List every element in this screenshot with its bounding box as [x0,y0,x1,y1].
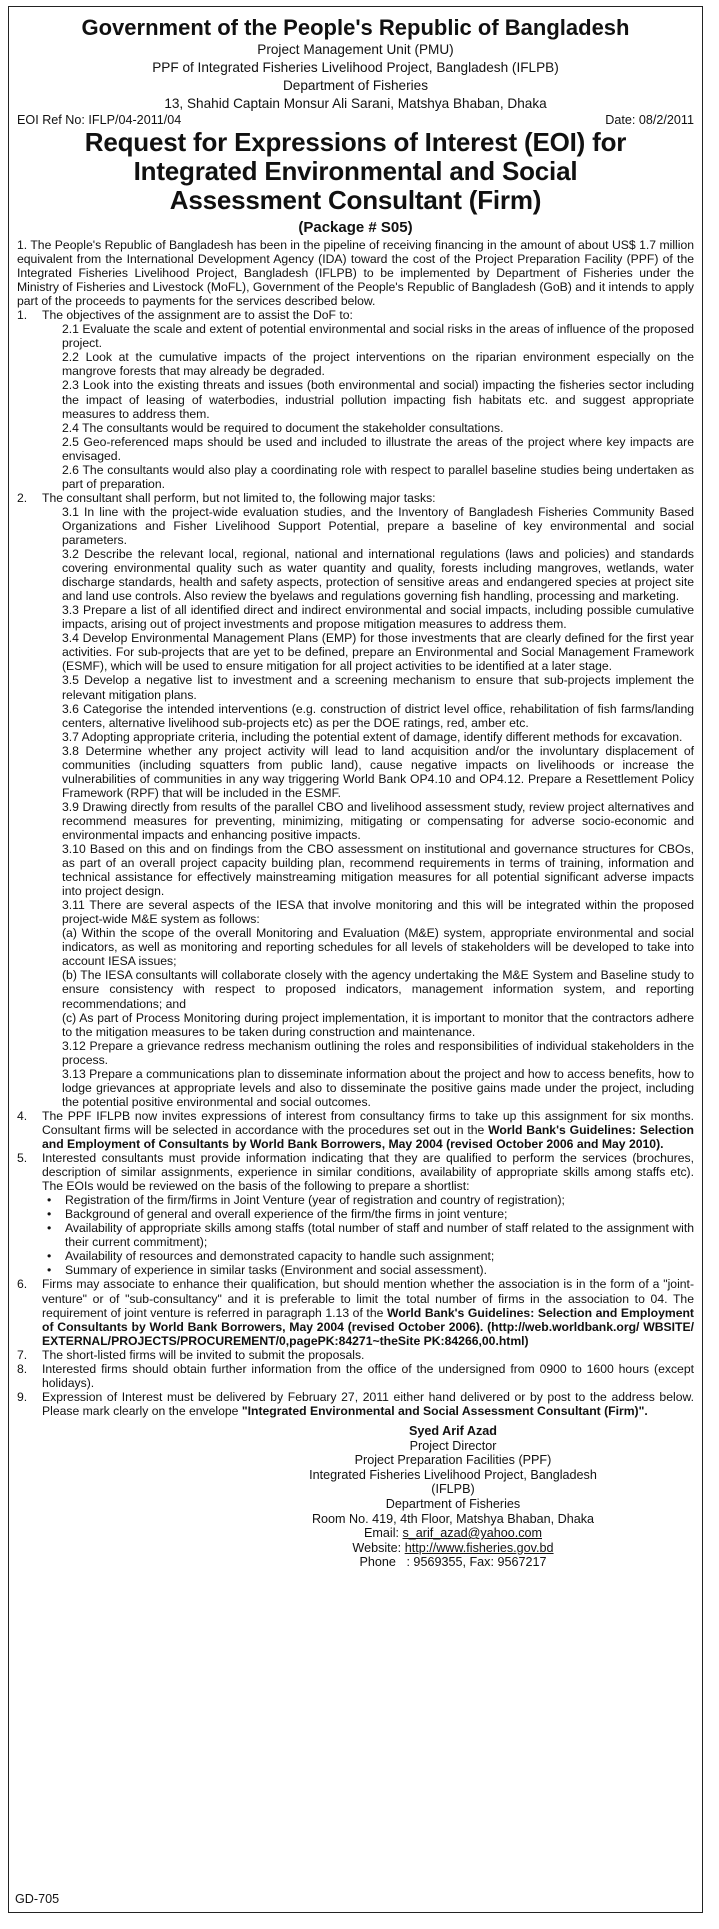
address-line: 13, Shahid Captain Monsur Ali Sarani, Matshya Bhaban, Dhaka [164,96,547,111]
title-line-3: Assessment Consultant (Firm) [169,185,542,215]
website-line: Website: http://www.fisheries.gov.bd [352,1540,554,1555]
list-item: 3.7 Adopting appropriate criteria, including the potential extent of damage, identify different methods for excavation. [62,729,683,744]
list-item: 2.4 The consultants would be required to document the stakeholder consultations. [62,420,504,435]
section-4: 4. The PPF IFLPB now invites expressions of interest from consultancy firms to take up this assignment for six months. Consultant firms will be selected in accordance with the procedures set out in the World Bank's Guidelines: Selection and Employment of Consultants by World Bank Borrowers, May 2004 (revised October 2006 and May 2010). [17,1108,694,1151]
list-item: • Availability of resources and demonstrated capacity to handle such assignment; [65,1249,694,1263]
package-number: (Package # S05) [298,219,413,236]
list-item: 3.10 Based on this and on findings from the CBO assessment on institutional and governance structures for CBOs, as part of an overall project capacity building plan, recommend requirements in terms of training, information and technical assistance for effectively mainstreaming mitigation measures for all potential significant adverse impacts into project design. [62,842,694,899]
signature-block [17,1424,694,1570]
list-item: • Availability of appropriate skills among staffs (total number of staff and number of staff related to the assignment with their current commitment); [65,1221,694,1249]
list-item: (c) As part of Process Monitoring during project implementation, it is important to monitor that the contractors adhere to the mitigation measures to be taken during construction and maintenance. [62,1010,694,1039]
list-item: 2.1 Evaluate the scale and extent of potential environmental and social risks in the areas of influence of the proposed project. [62,322,694,351]
pmu-line: Project Management Unit (PMU) [257,42,454,57]
signatory-room: Room No. 419, 4th Floor, Matshya Bhaban, Dhaka [311,1511,595,1526]
list-item: 2.5 Geo-referenced maps should be used and included to illustrate the areas of the project where key impacts are envisaged. [62,434,694,463]
list-item: (b) The IESA consultants will collaborate closely with the agency undertaking the M&E System and Baseline study to ensure consistency with respect to proposed indicators, management information system, and reporting recommendations; and [62,968,694,1011]
section-7: 7. The short-listed firms will be invited to submit the proposals. [17,1347,365,1362]
title-line-2: Integrated Environmental and Social [133,156,578,186]
signatory-ppf: Project Preparation Facilities (PPF) [354,1453,552,1468]
section-2: 2. The consultant shall perform, but not limited to, the following major tasks: [17,490,436,505]
list-item: 2.3 Look into the existing threats and issues (both environmental and social) impacting the fisheries sector including the impact of leasing of waterbodies, industrial pollution impacting fish habitats etc. and suggest appropriate measures to address them. [62,378,694,421]
intro-paragraph: 1. The People's Republic of Bangladesh has been in the pipeline of receiving financing in the amount of about US$ 1.7 million equivalent from the International Development Agency (IDA) toward the cost of the Project Preparation Facility (PPF) of the Integrated Fisheries Livelihood Project, Bangladesh (IFLPB) to be implemented by Department of Fisheries under the Ministry of Fisheries and Livestock (MoFL), Government of the People's Republic of Bangladesh (GoB) and it intends to apply part of the proceeds to payments for the services described below. [17,238,694,309]
signatory-name: Syed Arif Azad [409,1423,497,1438]
advertisement-page [8,6,703,1913]
list-item: 3.4 Develop Environmental Management Plans (EMP) for those investments that are clearly defined for the first year activities. For sub-projects that are yet to be defined, prepare an Environmental and Social Management Framework (ESMF), which will be used to ensure mitigation for all project activities to be identified at a later stage. [62,631,694,674]
section-1: 1. The objectives of the assignment are to assist the DoF to: [17,308,353,323]
signatory-project: Integrated Fisheries Livelihood Project, Bangladesh (IFLPB) [309,1467,597,1497]
list-item: 3.13 Prepare a communications plan to disseminate information about the project and how to access benefits, how to lodge grievances at appropriate levels and also to disseminate the positive gains made under the project, including the potential positive environmental and social outcomes. [62,1066,694,1109]
phone-line: Phone : 9569355, Fax: 9567217 [359,1555,547,1570]
list-item: 3.1 In line with the project-wide evaluation studies, and the Inventory of Bangladesh Fisheries Community Based Organizations and Fisher Livelihood Support Potential, prepare a baseline of key environmental and social parameters. [62,504,694,547]
list-item: 3.12 Prepare a grievance redress mechanism outlining the roles and responsibilities of individual stakeholders in the process. [62,1038,694,1067]
website-link[interactable]: http://www.fisheries.gov.bd [404,1540,554,1555]
list-item: 3.6 Categorise the intended interventions (e.g. construction of district level office, rehabilitation of fish farms/landing centers, alternative livelihood sub-projects etc) as per the DOE ratings, red, amber etc. [62,701,694,730]
ppf-line: PPF of Integrated Fisheries Livelihood Project, Bangladesh (IFLPB) [152,60,559,75]
list-item: 3.3 Prepare a list of all identified direct and indirect environmental and social impacts, including possible cumulative impacts, arising out of project investments and propose mitigation measures to address them. [62,603,694,632]
section-5: 5. Interested consultants must provide information indicating that they are qualified to perform the services (brochures, description of similar assignments, experience in similar conditions, availability of appropriate skills among staffs etc). The EOIs would be reviewed on the basis of the following to prepare a shortlist: [17,1151,694,1194]
email-link[interactable]: s_arif_azad@yahoo.com [402,1526,542,1541]
section-6: 6. Firms may associate to enhance their qualification, but should mention whether the association is in the form of a "joint-venture" or of "sub-consultancy" and it is preferable to limit the total number of firms in the association to 04. The requirement of joint venture is referred in paragraph 1.13 of the World Bank's Guidelines: Selection and Employment of Consultants by World Bank Borrowers, May 2004 (revised October 2006). (http://web.worldbank.org/ WBSITE/ EXTERNAL/PROJECTS/PROCUREMENT/0,pagePK:84271~theSite PK:84266,00.html) [17,1277,694,1348]
government-heading: Government of the People's Republic of Bangladesh [81,15,630,40]
department-line: Department of Fisheries [282,78,429,93]
list-item: • Registration of the firm/firms in Joint Venture (year of registration and country of registration); [65,1193,694,1207]
email-line: Email: s_arif_azad@yahoo.com [364,1526,542,1541]
title-line-1: Request for Expressions of Interest (EOI) for [84,127,627,157]
list-item: 2.6 The consultants would also play a coordinating role with respect to parallel baseline studies being undertaken as part of preparation. [62,462,694,491]
section-2-items [17,505,694,1109]
list-item: 2.2 Look at the cumulative impacts of the project interventions on the riparian environment especially on the mangrove forests that may already be degraded. [62,350,694,379]
eoi-ref-number: EOI Ref No: IFLP/04-2011/04 [17,113,182,127]
section-9: 9. Expression of Interest must be delivered by February 27, 2011 either hand delivered or by post to the address below. Please mark clearly on the envelope "Integrated Environmental and Social Assessment Consultant (Firm)". [17,1389,694,1418]
signatory-department: Department of Fisheries [385,1496,521,1511]
advertisement-code: GD-705 [15,1892,60,1906]
list-item: • Summary of experience in similar tasks (Environment and social assessment). [65,1263,694,1277]
notice-body [17,238,694,1418]
list-item: 3.8 Determine whether any project activity will lead to land acquisition and/or the involuntary displacement of communities (including squatters from public land), cause negative impacts on livelihoods or increase the vulnerabilities of communities in any way triggering World Bank OP4.10 and OP4.12. Prepare a Resettlement Policy Framework (RPF) that will be included in the ESMF. [62,743,694,800]
list-item: • Background of general and overall experience of the firm/the firms in joint venture; [65,1207,694,1221]
reference-row [17,113,694,128]
list-item: 3.2 Describe the relevant local, regional, national and international regulations (laws and policies) and standards covering environmental quality such as water quantity and quality, forests including mangroves, wetlands, water discharge standards, health and safety aspects, protection of sensitive areas and endangered species at project site and land use controls. Also review the byelaws and regulations governing fish handling, processing and marketing. [62,547,694,604]
list-item: (a) Within the scope of the overall Monitoring and Evaluation (M&E) system, appropriate environmental and social indicators, as well as monitoring and reporting schedules for all levels of stakeholders will be developed to take into account IESA issues; [62,926,694,969]
envelope-marking: "Integrated Environmental and Social Assessment Consultant (Firm)". [241,1403,648,1418]
section-8: 8. Interested firms should obtain further information from the office of the undersigned from 0900 to 1600 hours (except holidays). [17,1361,694,1390]
world-bank-guidelines: World Bank's Guidelines: Selection and Employment of Consultants by World Bank Borrowers, May 2004 (revised October 2006 and May 2010). [42,1122,694,1151]
list-item: 3.11 There are several aspects of the IESA that involve monitoring and this will be integrated within the proposed project-wide M&E system as follows: [62,898,694,927]
section-1-items [17,322,694,491]
shortlist-criteria [17,1193,694,1277]
world-bank-guidelines-link: World Bank's Guidelines: Selection and Employment of Consultants by World Bank Borrowers, May 2004 (revised October 2006). (http://web.worldbank.org/ WBSITE/ EXTERNAL/PROJECTS/PROCUREMENT/0,pagePK:84271~theSite PK:84266,00.html) [42,1305,694,1348]
notice-date: Date: 08/2/2011 [605,113,694,127]
list-item: 3.5 Develop a negative list to investment and a screening mechanism to ensure that sub-projects implement the relevant mitigation plans. [62,673,694,702]
signatory-title: Project Director [409,1438,497,1453]
list-item: 3.9 Drawing directly from results of the parallel CBO and livelihood assessment study, review project alternatives and recommend measures for preventing, minimizing, mitigating or compensating for adverse socio-economic and environmental impacts and enhancing positive impacts. [62,799,694,842]
